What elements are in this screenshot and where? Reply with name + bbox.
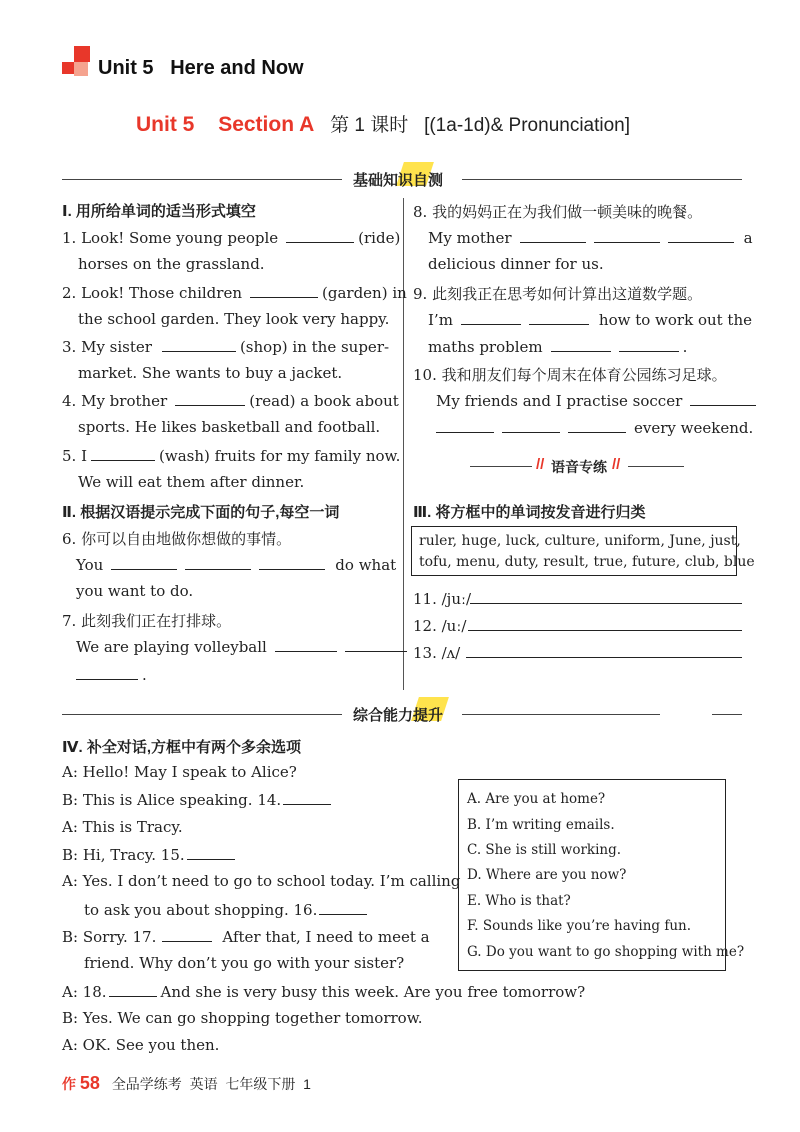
banner-phonics: 语音专练 xyxy=(551,459,607,475)
q6-blank-1[interactable] xyxy=(111,555,177,570)
q1-hint: (ride) xyxy=(358,229,401,247)
word: future xyxy=(631,554,676,570)
q7-line xyxy=(76,637,411,656)
word: menu xyxy=(456,554,496,570)
q18-blank[interactable] xyxy=(109,982,157,997)
dialog-text: B: Sorry. 17. xyxy=(62,928,157,946)
q6-blank-2[interactable] xyxy=(185,555,251,570)
page-number: 58 xyxy=(79,1073,100,1093)
q14-blank[interactable] xyxy=(283,790,331,805)
q10-blank-1[interactable] xyxy=(690,391,756,406)
q2-line2: the school garden. They look very happy. xyxy=(78,310,390,328)
option-item: F. Sounds like you’re having fun. xyxy=(467,918,692,934)
q5-line xyxy=(62,446,400,465)
dialog-line xyxy=(62,927,430,946)
q8-cn: 8. 我的妈妈正在为我们做一顿美味的晚餐。 xyxy=(413,203,703,221)
q6-line xyxy=(76,555,396,574)
dialog-line xyxy=(84,900,371,919)
title-unit: Unit 5 xyxy=(136,113,195,136)
q7-cn: 7. 此刻我们正在打排球。 xyxy=(62,612,232,630)
option-item: D. Where are you now? xyxy=(467,867,627,883)
q5-text: 5. I xyxy=(62,447,88,465)
dialog-line: A: Hello! May I speak to Alice? xyxy=(62,763,297,781)
q3-text: 3. My sister xyxy=(62,338,152,356)
title-scope: [(1a-1d)& Pronunciation] xyxy=(424,115,631,136)
q9-text-end: how to work out the xyxy=(598,311,752,329)
q8-blank-2[interactable] xyxy=(594,228,660,243)
title-section: Section A xyxy=(218,113,315,136)
q5-hint: (wash) fruits for my family now. xyxy=(159,447,401,465)
slash-icon: // xyxy=(612,456,621,473)
q8-blank-1[interactable] xyxy=(520,228,586,243)
option-item: G. Do you want to go shopping with me? xyxy=(467,944,745,960)
part4-heading: Ⅳ. 补全对话,方框中有两个多余选项 xyxy=(62,739,301,756)
q8-line xyxy=(428,228,753,247)
footer-book: 全品学练考 英语 七年级下册 1 xyxy=(111,1076,311,1092)
q1-blank[interactable] xyxy=(286,228,354,243)
option-item: C. She is still working. xyxy=(467,842,622,858)
q6-text: You xyxy=(76,556,104,574)
q7-blank-2[interactable] xyxy=(345,637,407,652)
q9-text: I’m xyxy=(428,311,453,329)
q4-hint: (read) a book about xyxy=(249,392,399,410)
q11-blank[interactable] xyxy=(470,603,742,604)
q10-text: My friends and I practise soccer xyxy=(436,392,683,410)
q5-blank[interactable] xyxy=(91,446,155,461)
word: just xyxy=(710,533,737,549)
word: result xyxy=(543,554,585,570)
q3-line2: market. She wants to buy a jacket. xyxy=(78,364,343,382)
q8-text-end: a xyxy=(743,229,753,247)
q2-line xyxy=(62,283,407,302)
q8-blank-3[interactable] xyxy=(668,228,734,243)
dialog-line: B: Yes. We can go shopping together tomorrow. xyxy=(62,1009,423,1027)
q9-text-2: maths problem xyxy=(428,338,543,356)
q7-period: . xyxy=(142,666,147,684)
part2-heading: Ⅱ. 根据汉语提示完成下面的句子,每空一词 xyxy=(62,504,340,521)
divider xyxy=(62,714,342,715)
q7-text: We are playing volleyball xyxy=(76,638,267,656)
q10-blank-3[interactable] xyxy=(502,418,560,433)
q1-text: 1. Look! Some young people xyxy=(62,229,279,247)
dialog-line xyxy=(62,790,335,809)
title-lesson: 第 1 课时 xyxy=(330,115,409,136)
q10-line2 xyxy=(432,418,753,437)
q9-line2 xyxy=(428,337,687,356)
dialog-line: friend. Why don’t you go with your sister? xyxy=(84,954,405,972)
word: true xyxy=(593,554,624,570)
q11-label: 11. /juː/ xyxy=(413,590,472,608)
footer-prefix: 作 xyxy=(62,1076,76,1092)
q5-line2: We will eat them after dinner. xyxy=(78,473,305,491)
word-box-line1: ruler, huge, luck, culture, uniform, June, just, xyxy=(419,533,741,549)
dialog-text: B: This is Alice speaking. 14. xyxy=(62,791,282,809)
word: blue xyxy=(723,554,755,570)
word: huge xyxy=(461,533,497,549)
unit-title: Unit 5 Here and Now xyxy=(98,57,304,79)
word: tofu xyxy=(419,554,448,570)
dialog-text: A: 18. xyxy=(62,983,107,1001)
q7-blank-1[interactable] xyxy=(275,637,337,652)
dialog-text: B: Hi, Tracy. 15. xyxy=(62,846,185,864)
dialog-text: And she is very busy this week. Are you free tomorrow? xyxy=(160,983,586,1001)
q9-blank-3[interactable] xyxy=(551,337,611,352)
q7-line2 xyxy=(72,665,147,684)
q2-text: 2. Look! Those children xyxy=(62,284,242,302)
q10-text-end: every weekend. xyxy=(634,419,754,437)
q6-blank-3[interactable] xyxy=(259,555,325,570)
option-item: A. Are you at home? xyxy=(467,791,606,807)
word: culture xyxy=(544,533,596,549)
logo-icon xyxy=(62,46,94,78)
slash-icon: // xyxy=(536,456,545,473)
q6-line2: you want to do. xyxy=(76,582,194,600)
q16-blank[interactable] xyxy=(319,900,367,915)
banner-comprehensive: 综合能力提升 xyxy=(353,707,444,724)
divider xyxy=(462,179,742,180)
q4-blank[interactable] xyxy=(175,391,245,406)
q9-blank-4[interactable] xyxy=(619,337,679,352)
q15-blank[interactable] xyxy=(187,845,235,860)
word: uniform xyxy=(604,533,661,549)
divider xyxy=(470,466,532,467)
q4-text: 4. My brother xyxy=(62,392,168,410)
q6-text-end: do what xyxy=(335,556,397,574)
part1-heading: Ⅰ. 用所给单词的适当形式填空 xyxy=(62,203,256,220)
q9-line xyxy=(428,310,752,329)
footer xyxy=(62,1073,311,1094)
word-box-line2: tofu, menu, duty, result, true, future, club, blue xyxy=(419,554,755,570)
divider xyxy=(712,714,742,715)
q3-blank[interactable] xyxy=(162,337,236,352)
dialog-line: A: OK. See you then. xyxy=(62,1036,220,1054)
q13-blank[interactable] xyxy=(466,657,742,658)
q10-cn: 10. 我和朋友们每个周末在体育公园练习足球。 xyxy=(413,366,727,384)
divider xyxy=(628,466,684,467)
word: June xyxy=(669,533,702,549)
q13-label: 13. /ʌ/ xyxy=(413,644,461,662)
q3-hint: (shop) in the super- xyxy=(239,338,390,356)
q2-blank[interactable] xyxy=(250,283,318,298)
q12-label: 12. /uː/ xyxy=(413,617,467,635)
dialog-text: to ask you about shopping. 16. xyxy=(84,901,318,919)
word: luck xyxy=(505,533,536,549)
divider xyxy=(62,179,342,180)
dialog-line: A: Yes. I don’t need to go to school today. I’m calling xyxy=(62,872,461,890)
q12-blank[interactable] xyxy=(468,630,742,631)
q4-line xyxy=(62,391,399,410)
column-divider xyxy=(403,198,404,690)
word: duty xyxy=(504,554,535,570)
part3-heading: Ⅲ. 将方框中的单词按发音进行归类 xyxy=(413,504,646,521)
q8-text: My mother xyxy=(428,229,512,247)
section-title xyxy=(136,110,630,137)
q7-blank-3[interactable] xyxy=(76,665,138,680)
q17-blank[interactable] xyxy=(162,927,212,942)
q9-cn: 9. 此刻我正在思考如何计算出这道数学题。 xyxy=(413,285,703,303)
option-item: E. Who is that? xyxy=(467,893,571,909)
dialog-line xyxy=(62,982,585,1001)
banner-basic: 基础知识自测 xyxy=(353,172,444,189)
q9-period: . xyxy=(682,338,688,356)
q8-line2: delicious dinner for us. xyxy=(428,255,604,273)
q10-blank-2[interactable] xyxy=(436,418,494,433)
word: ruler xyxy=(419,533,453,549)
dialog-line xyxy=(62,845,239,864)
q4-line2: sports. He likes basketball and football. xyxy=(78,418,381,436)
q9-blank-1[interactable] xyxy=(461,310,521,325)
option-item: B. I’m writing emails. xyxy=(467,817,615,833)
q9-blank-2[interactable] xyxy=(529,310,589,325)
dialog-line: A: This is Tracy. xyxy=(62,818,183,836)
q6-cn: 6. 你可以自由地做你想做的事情。 xyxy=(62,530,292,548)
q10-blank-4[interactable] xyxy=(568,418,626,433)
q10-line xyxy=(436,391,760,410)
dialog-text: After that, I need to meet a xyxy=(222,928,430,946)
word: club xyxy=(684,554,715,570)
q1-line2: horses on the grassland. xyxy=(78,255,265,273)
q1-line xyxy=(62,228,400,247)
q3-line xyxy=(62,337,389,356)
q2-hint: (garden) in xyxy=(322,284,407,302)
divider xyxy=(462,714,660,715)
